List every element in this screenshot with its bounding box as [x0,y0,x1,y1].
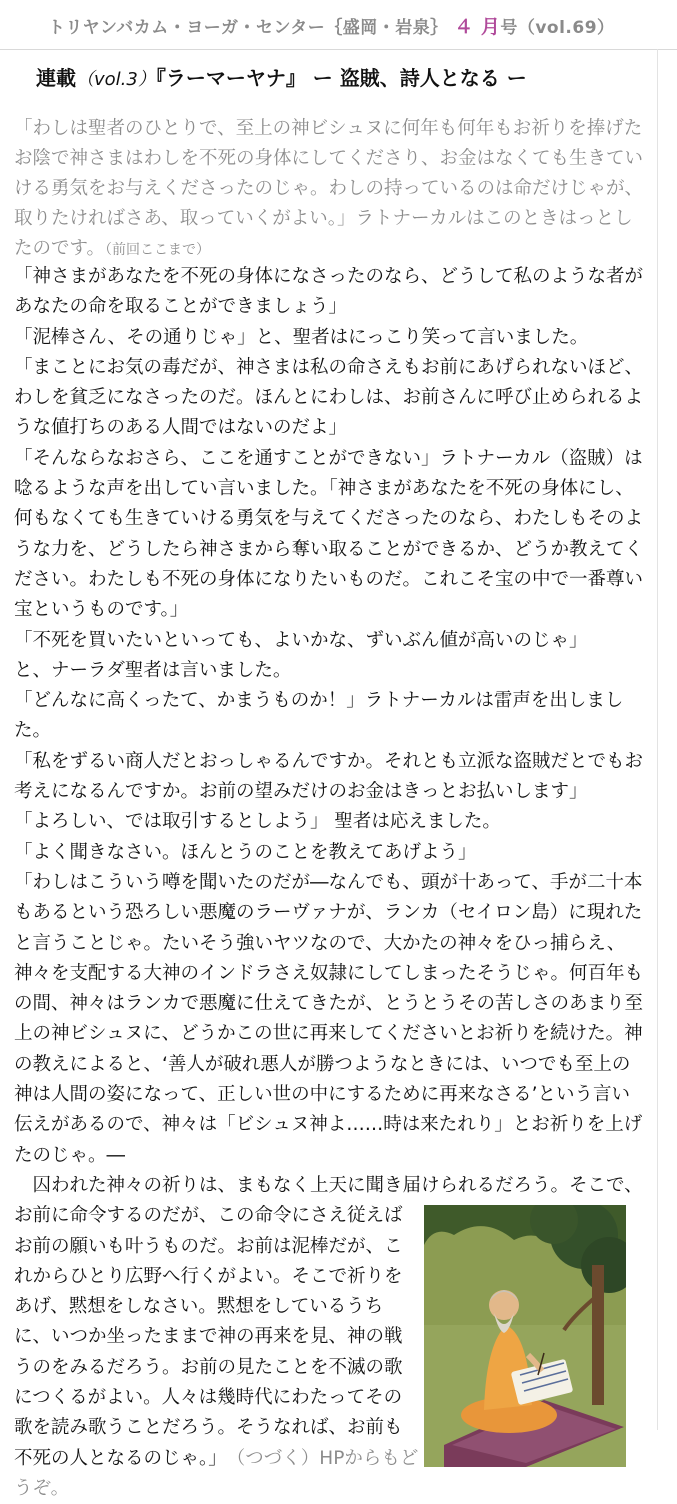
paragraph: 「どんなに高くったて、かまうものか！」ラトナーカルは雷声を出しました。 [14,690,624,742]
header-divider [0,49,677,50]
illustrated-section [14,1201,644,1499]
previous-recap [14,114,644,265]
org-name: トリヤンバカム・ヨーガ・センター｛盛岡・岩泉｝ [48,18,448,38]
title-main: 『ラーマーヤナ』 ー 盗賊、詩人となる ー [155,66,527,90]
right-border [657,49,658,1430]
recap-note: （前回ここまで） [105,242,211,258]
paragraph: 「神さまがあなたを不死の身体になさったのなら、どうして私のような者があなたの命を取ることができましょう」 [14,266,644,318]
newsletter-heading [48,12,615,39]
header [0,0,677,52]
sage-illustration [424,1205,626,1467]
issue-number: 号（vol.69） [500,18,615,38]
paragraph: 「私をずるい商人だとおっしゃるんですか。それとも立派な盗賊だとでもお考えになるんですか。お前の望みだけのお金はきっとお払いします」 [14,750,644,803]
paragraph: 「まことにお気の毒だが、神さまは私の命さえもお前にあげられないほど、わしを貧乏になさったのだ。ほんとにわしは、お前さんに呼び止められるような値打ちのある人間ではないのだよ」 [14,356,644,439]
paragraph: 「そんならなおさら、ここを通すことができない」ラトナーカル（盗賊）は唸るような声を出してい言いました。「神さまがあなたを不死の身体にし、何もなくても生きていける勇気を与えてくださったのなら、わたしもそのような力を、どうしたら神さまから奪い取ることができるか、どうか教えてください。わたしも不死の身体になりたいものだ。これこそ宝の中で一番尊い宝というものです。」 [14,447,644,621]
title-prefix: 連載 [36,66,76,90]
paragraph: 囚われた神々の祈りは、まもなく上天に聞き届けられるだろう。そこで、 [14,1174,643,1196]
article-title [36,62,527,91]
closing-note: （つづく）HPからもどうぞ。 [14,1447,419,1499]
issue-month: ４ 月 [454,16,501,38]
paragraph: と、ナーラダ聖者は言いました。 [14,659,292,681]
paragraph: 「よく聞きなさい。ほんとうのことを教えてあげよう」 [14,841,477,863]
paragraph: お前に命令するのだが、この命令にさえ従えばお前の願いも叶うものだ。お前は泥棒だが、これからひとり広野へ行くがよい。そこで祈りをあげ、黙想をしなさい。黙想をしているうちに、いつか坐ったままで神の再来を見、神の戦うのをみるだろう。お前の見たことを不滅の歌につくるがよい。人々は幾時代にわたってその歌を読み歌うことだろう。そうなれば、お前も不死の人となるのじゃ。」 [14,1205,403,1469]
paragraph: 「泥棒さん、その通りじゃ」と、聖者はにっこり笑って言いました。 [14,326,589,348]
paragraph: 「わしはこういう噂を聞いたのだが―なんでも、頭が十あって、手が二十本もあるという恐ろしい悪魔のラーヴァナが、ランカ（セイロン島）に現れたと言うことじゃ。たいそう強いヤツなので、大かたの神々をひっ捕らえ、神々を支配する大神のインドラさえ奴隷にしてしまったそうじゃ。何百年もの間、神々はランカで悪魔に仕えてきたが、とうとうその苦しさのあまり至上の神ビシュヌに、どうかこの世に再来してくださいとお祈りを続けた。神の教えによると、‘善人が破れ悪人が勝つようなときには、いつでも至上の神は人間の姿になって、正しい世の中にするために再来なさる’という言い伝えがあるので、神々は「ビシュヌ神よ……時は来たれり」とお祈りを上げたのじゃ。― [14,871,644,1166]
recap-text: 「わしは聖者のひとりで、至上の神ビシュヌに何年も何年もお祈りを捧げたお陰で神さまはわしを不死の身体にしてくださり、お金はなくても生きていける勇気をお与えくださったのじゃ。わしの持っているのは命だけじゃが、取りたければさあ、取っていくがよい。」ラトナーカルはこのときはっとしたのです。 [14,118,644,259]
paragraph: 「不死を買いたいといっても、よいかな、ずいぶん値が高いのじゃ」 [14,629,588,651]
title-vol: （vol.3） [76,69,156,90]
sage-writing-image [424,1205,626,1467]
article-body [14,262,644,1499]
paragraph: 「よろしい、では取引するとしよう」 聖者は応えました。 [14,811,501,833]
